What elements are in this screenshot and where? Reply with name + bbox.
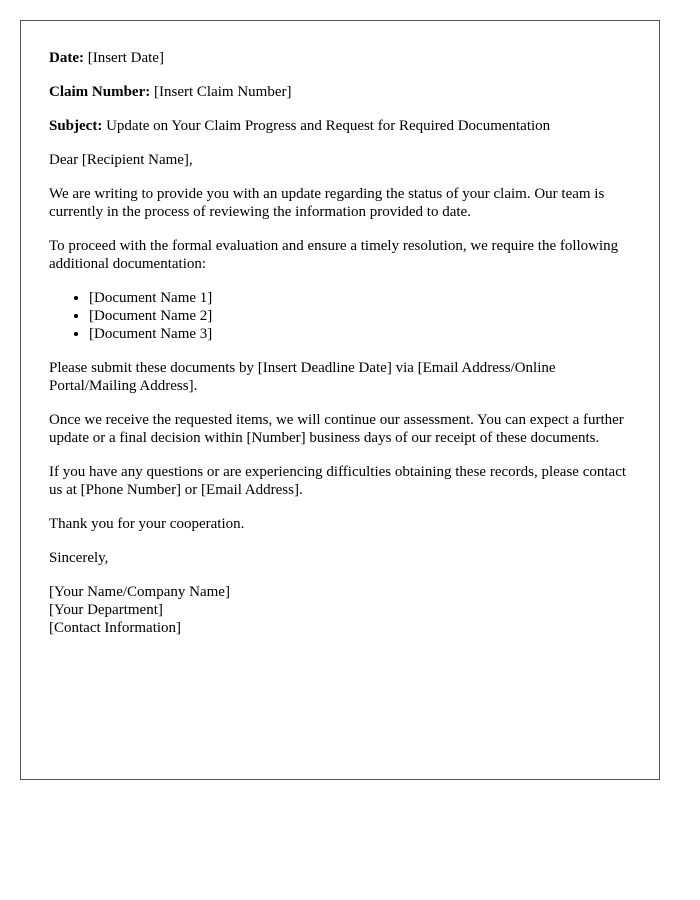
signature-name: [Your Name/Company Name] <box>49 584 230 600</box>
letter-document <box>20 20 660 780</box>
signature-contact: [Contact Information] <box>49 620 182 636</box>
subject-label: Subject: <box>49 118 103 134</box>
paragraph-submission: Please submit these documents by [Insert Deadline Date] via [Email Address/Online Portal/Mailing Address]. <box>49 360 556 394</box>
document-list-item: • [Document Name 2] <box>89 307 631 325</box>
paragraph-status-update: We are writing to provide you with an update regarding the status of your claim. Our team is currently in the process of reviewing the information provided to date. <box>49 186 605 220</box>
document-list-item: • [Document Name 1] <box>89 289 631 307</box>
date-label: Date: <box>49 50 84 66</box>
subject-line <box>49 117 631 135</box>
subject-value: Update on Your Claim Progress and Request for Required Documentation <box>106 118 551 134</box>
paragraph-documentation-request: To proceed with the formal evaluation and ensure a timely resolution, we require the following additional documentation: <box>49 238 619 272</box>
claim-number-label: Claim Number: <box>49 84 151 100</box>
claim-number-value: [Insert Claim Number] <box>154 84 292 100</box>
paragraph-contact: If you have any questions or are experiencing difficulties obtaining these records, please contact us at [Phone Number] or [Email Address]. <box>49 464 627 498</box>
signoff: Sincerely, <box>49 550 109 566</box>
document-list <box>49 289 631 343</box>
document-list-item: • [Document Name 3] <box>89 325 631 343</box>
date-value: [Insert Date] <box>87 50 164 66</box>
paragraph-next-steps: Once we receive the requested items, we will continue our assessment. You can expect a further update or a final decision within [Number] business days of our receipt of these documents. <box>49 412 624 446</box>
signature-block <box>49 583 631 637</box>
thank-you-line: Thank you for your cooperation. <box>49 516 245 532</box>
date-line <box>49 49 631 67</box>
signature-department: [Your Department] <box>49 602 163 618</box>
claim-number-line <box>49 83 631 101</box>
salutation: Dear [Recipient Name], <box>49 152 193 168</box>
